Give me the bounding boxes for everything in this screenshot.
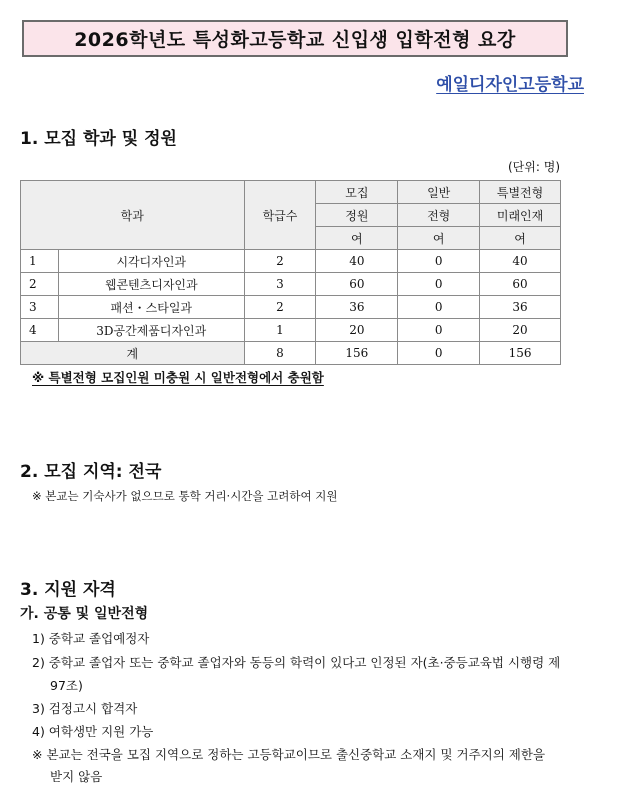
table-header-row <box>21 181 561 204</box>
row-special: 36 <box>480 296 561 319</box>
header-gender: 여 <box>398 227 480 250</box>
row-quota: 40 <box>316 250 398 273</box>
row-dept: 3D공간제품디자인과 <box>58 319 244 342</box>
total-label: 계 <box>21 342 245 365</box>
row-general: 0 <box>398 273 480 296</box>
row-number: 3 <box>21 296 59 319</box>
table-row <box>21 273 561 296</box>
header-quota-2: 정원 <box>316 204 398 227</box>
header-quota-1: 모집 <box>316 181 398 204</box>
header-gender: 여 <box>316 227 398 250</box>
row-number: 4 <box>21 319 59 342</box>
row-dept: 시각디자인과 <box>58 250 244 273</box>
row-general: 0 <box>398 319 480 342</box>
row-quota: 20 <box>316 319 398 342</box>
row-classes: 1 <box>244 319 316 342</box>
table-row <box>21 296 561 319</box>
total-quota: 156 <box>316 342 398 365</box>
eligibility-note-cont: 받지 않음 <box>50 769 103 784</box>
total-general: 0 <box>398 342 480 365</box>
eligibility-item: 3) 검정고시 합격자 <box>32 701 138 716</box>
row-general: 0 <box>398 296 480 319</box>
row-classes: 3 <box>244 273 316 296</box>
header-general-1: 일반 <box>398 181 480 204</box>
eligibility-note: ※ 본교는 전국을 모집 지역으로 정하는 고등학교이므로 출신중학교 소재지 및 거주지의 제한을 <box>32 747 546 762</box>
section2-note: ※ 본교는 기숙사가 없으므로 통학 거리·시간을 고려하여 지원 <box>32 489 338 503</box>
document-title: 2026학년도 특성화고등학교 신입생 입학전형 요강 <box>74 29 516 51</box>
eligibility-item: 2) 중학교 졸업자 또는 중학교 졸업자와 동등의 학력이 있다고 인정된 자(초·중등교육법 시행령 제 <box>32 655 561 670</box>
row-special: 40 <box>480 250 561 273</box>
row-general: 0 <box>398 250 480 273</box>
total-special: 156 <box>480 342 561 365</box>
table-row <box>21 250 561 273</box>
header-general-2: 전형 <box>398 204 480 227</box>
eligibility-item: 4) 여학생만 지원 가능 <box>32 724 154 739</box>
table-row <box>21 319 561 342</box>
row-classes: 2 <box>244 296 316 319</box>
section1-heading: 1. 모집 학과 및 정원 <box>20 129 177 149</box>
row-quota: 60 <box>316 273 398 296</box>
section3-sub-heading: 가. 공통 및 일반전형 <box>20 606 149 622</box>
row-classes: 2 <box>244 250 316 273</box>
row-special: 20 <box>480 319 561 342</box>
header-special-2: 미래인재 <box>480 204 561 227</box>
document-title-box <box>22 20 568 57</box>
row-number: 2 <box>21 273 59 296</box>
quota-table <box>20 180 561 365</box>
table-total-row <box>21 342 561 365</box>
row-dept: 웹콘텐츠디자인과 <box>58 273 244 296</box>
header-gender: 여 <box>480 227 561 250</box>
header-special-1: 특별전형 <box>480 181 561 204</box>
eligibility-item: 97조) <box>50 678 83 693</box>
row-special: 60 <box>480 273 561 296</box>
row-quota: 36 <box>316 296 398 319</box>
row-number: 1 <box>21 250 59 273</box>
unit-label: (단위: 명) <box>508 160 560 174</box>
eligibility-item: 1) 중학교 졸업예정자 <box>32 631 150 646</box>
row-dept: 패션・스타일과 <box>58 296 244 319</box>
school-name: 예일디자인고등학교 <box>436 75 584 95</box>
header-dept: 학과 <box>21 181 245 250</box>
total-classes: 8 <box>244 342 316 365</box>
section3-heading: 3. 지원 자격 <box>20 580 116 600</box>
section2-heading: 2. 모집 지역: 전국 <box>20 462 162 482</box>
header-classes: 학급수 <box>244 181 316 250</box>
section1-note: ※ 특별전형 모집인원 미충원 시 일반전형에서 충원함 <box>32 370 324 385</box>
